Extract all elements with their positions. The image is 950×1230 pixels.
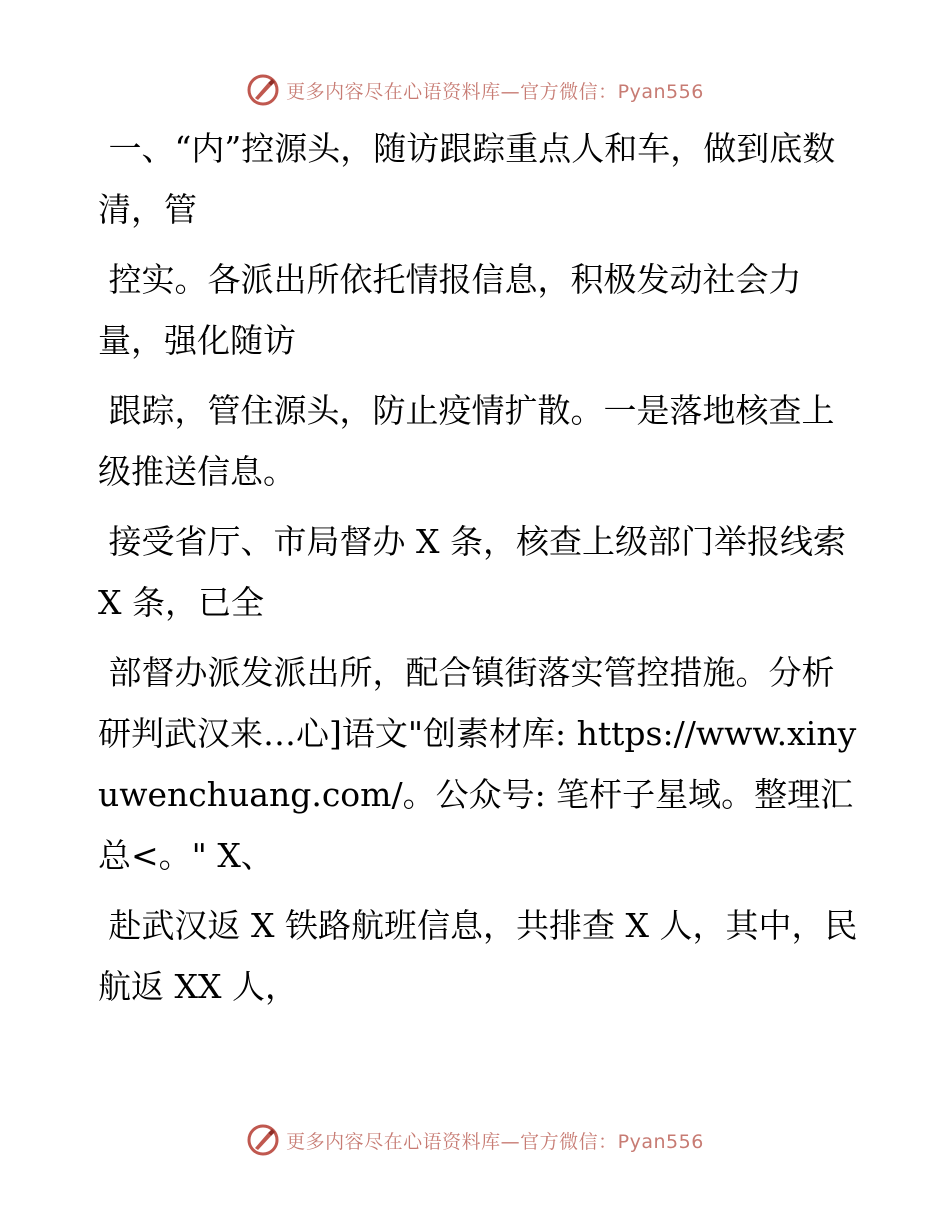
document-body (98, 118, 858, 1026)
paragraph: 跟踪，管住源头，防止疫情扩散。一是落地核查上级推送信息。 (98, 391, 835, 491)
pen-seal-icon (246, 1123, 280, 1157)
footer-watermark (0, 1120, 950, 1160)
paragraph: 控实。各派出所依托情报信息，积极发动社会力量，强化随访 (98, 260, 802, 360)
paragraph: 部督办派发派出所，配合镇街落实管控措施。分析研判武汉来…心]语文"创素材库: https://www.xinyuwenchuang.com/。公众号: 笔杆子星域。整理汇总<。" X、 (98, 653, 857, 875)
watermark-text: 更多内容尽在心语资料库—官方微信：Pyan556 (286, 80, 704, 103)
paragraph: 赴武汉返 X 铁路航班信息，共排查 X 人，其中，民航返 XX 人， (98, 906, 858, 1006)
header-watermark (0, 70, 950, 110)
paragraph: 接受省厅、市局督办 X 条，核查上级部门举报线索 X 条，已全 (98, 522, 857, 622)
watermark-text: 更多内容尽在心语资料库—官方微信：Pyan556 (286, 1130, 704, 1153)
pen-seal-icon (246, 73, 280, 107)
paragraph: 一、“内”控源头，随访跟踪重点人和车，做到底数清，管 (98, 129, 836, 229)
